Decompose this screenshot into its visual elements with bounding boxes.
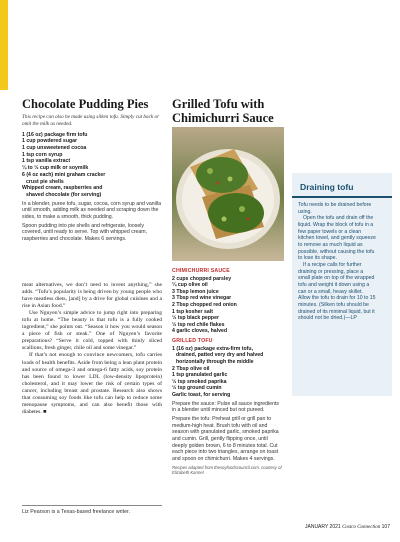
ingredient: 1 (16 oz) package extra-firm tofu, xyxy=(172,345,254,352)
ingredient: 3 Tbsp lemon juice xyxy=(172,288,219,295)
ingredient: 3 Tbsp red wine vinegar xyxy=(172,295,232,302)
sidebar-paragraph: Tofu needs to be drained before using. xyxy=(298,202,372,215)
ingredient: 1 (16 oz) package firm tofu xyxy=(22,131,88,138)
page-footer xyxy=(290,524,390,531)
recipe-step: Spoon pudding into pie shells and refrigerate, loosely covered, until ready to serve. Top with whipped cream, raspberries and chocolate. Makes 6 servings. xyxy=(22,222,148,243)
ingredient: Garlic toast, for serving xyxy=(172,391,231,398)
article-paragraph: meat alternatives, we don’t need to invent anything,” she adds. “Tofu’s popularity is being driven by young people who have meatless diets, [and] by a drive for global cuisines and a rise in Asian food.” xyxy=(22,282,162,310)
chocolate-recipe xyxy=(22,97,162,243)
section-label: CHIMICHURRI SAUCE xyxy=(172,268,230,274)
ingredient: 2 Tbsp olive oil xyxy=(172,365,210,372)
ingredient: shaved chocolate (for serving) xyxy=(26,191,102,198)
ingredient: 6 (4 oz each) mini graham cracker xyxy=(22,171,106,178)
sidebar-body xyxy=(298,202,376,322)
ingredient: crust pie shells xyxy=(26,178,64,185)
recipe-title: Grilled Tofu with Chimichurri Sauce xyxy=(172,97,274,125)
sidebar-title: Draining tofu xyxy=(300,182,354,192)
page-number: 107 xyxy=(381,524,390,530)
tofu-recipe-header xyxy=(172,97,284,125)
recipe-intro: This recipe can also be made using silken tofu. Simply cut back or omit the milk as needed. xyxy=(22,114,160,127)
ingredient: 1 tsp corn syrup xyxy=(22,151,63,158)
issue-date: JANUARY 2021 xyxy=(305,524,341,530)
tofu-recipe xyxy=(172,268,284,476)
grilled-tofu-photo xyxy=(172,127,284,261)
ingredient: ½ tsp black pepper xyxy=(172,315,219,322)
ingredient: ¼ to ½ cup milk or soymilk xyxy=(22,165,89,172)
ingredient: 1 tsp granulated garlic xyxy=(172,372,228,379)
recipe-step: In a blender, puree tofu, sugar, cocoa, corn syrup and vanilla until smooth, adding milk as needed and scraping down the sides, to make a smooth, thick pudding. xyxy=(22,200,161,221)
ingredient-list xyxy=(172,346,284,399)
ingredient: drained, patted very dry and halved xyxy=(176,352,264,359)
ingredient-list xyxy=(172,276,284,335)
ingredient: ½ tsp smoked paprika xyxy=(172,378,227,385)
article-paragraph: If that’s not enough to convince newcomers, tofu carries loads of health benefits. Aside from being a lean plant protein and source of omega-3 and omega-6 fatty acids, soy protein has been found to lower LDL (low-density lipoprotein) cholesterol, and it may lower the risk of certain types of cancer, including breast and prostate. Research also shows that consuming soy foods like tofu can help to reduce some menopause symptoms, and can also benefit those with diabetes. ■ xyxy=(22,352,162,415)
ingredient: ½ tsp red chile flakes xyxy=(172,321,225,328)
accent-bar xyxy=(0,0,8,90)
ingredient-list xyxy=(22,132,162,199)
sidebar-paragraph: If a recipe calls for further draining or pressing, place a small plate on top of the wrapped tofu and weight it down using a can or a small, heavy skillet. Allow the tofu to drain for 10 to 15 minutes. (Silken tofu should be drained of its minimal liquid, but it should not be dried.)—LP xyxy=(298,261,376,322)
ingredient: 2 Tbsp chopped red onion xyxy=(172,302,237,309)
sidebar-rule xyxy=(292,196,392,198)
ingredient: horizontally through the middle xyxy=(176,358,254,365)
ingredient: 1 tsp vanilla extract xyxy=(22,158,71,165)
ingredient: ¼ cup olive oil xyxy=(172,282,208,289)
ingredient: 1 cup powdered sugar xyxy=(22,138,78,145)
ingredient: 2 cups chopped parsley xyxy=(172,275,232,282)
ingredient: Whipped cream, raspberries and xyxy=(22,185,103,192)
sidebar-paragraph: Open the tofu and drain off the liquid. Wrap the block of tofu in a few paper towels or a clean kitchen towel, and gently squeeze to remove as much liquid as possible, without causing the tofu to lose its shape. xyxy=(298,215,376,262)
article-paragraph: Use Nguyen’s simple advice to jump right into preparing tofu at home. “The beauty is that tofu is a fully cooked ingredient,” she points out. “Season it how you would season a piece of fish or steak.” One of Nguyen’s favorite preparations? “Serve it cold, topped with thinly sliced scallions, fresh ginger, chile oil and some vinegar.” xyxy=(22,310,162,352)
author-bio: Liz Pearson is a Texas-based freelance writer. xyxy=(22,509,130,515)
magazine-name: Costco Connection xyxy=(342,525,381,530)
ingredient: ½ tsp ground cumin xyxy=(172,385,222,392)
recipe-credit: Recipes adapted from thesoyfoodscouncil.com, courtesy of Elizabeth Karmel xyxy=(172,464,282,476)
ingredient: 1 tsp kosher salt xyxy=(172,308,213,315)
recipe-step: Prepare the sauce: Pulse all sauce ingredients in a blender until minced but not pureed. xyxy=(172,400,279,414)
ingredient: 4 garlic cloves, halved xyxy=(172,328,228,335)
sidebar-draining-tofu xyxy=(292,173,392,396)
recipe-step: Prepare the tofu: Preheat grill or grill pan to medium-high heat. Brush tofu with oil and season with granulated garlic, smoked paprika and cumin. Grill, gently flipping once, until deeply golden brown, 6 to 8 minutes total. Cut each piece into two triangles, arrange on toast and spoon on chimichurri. Makes 4 servings. xyxy=(172,415,279,463)
ingredient: 1 cup unsweetened cocoa xyxy=(22,145,87,151)
divider xyxy=(22,505,162,506)
recipe-title: Chocolate Pudding Pies xyxy=(22,97,149,111)
article-body xyxy=(22,282,162,416)
section-label: GRILLED TOFU xyxy=(172,338,213,345)
